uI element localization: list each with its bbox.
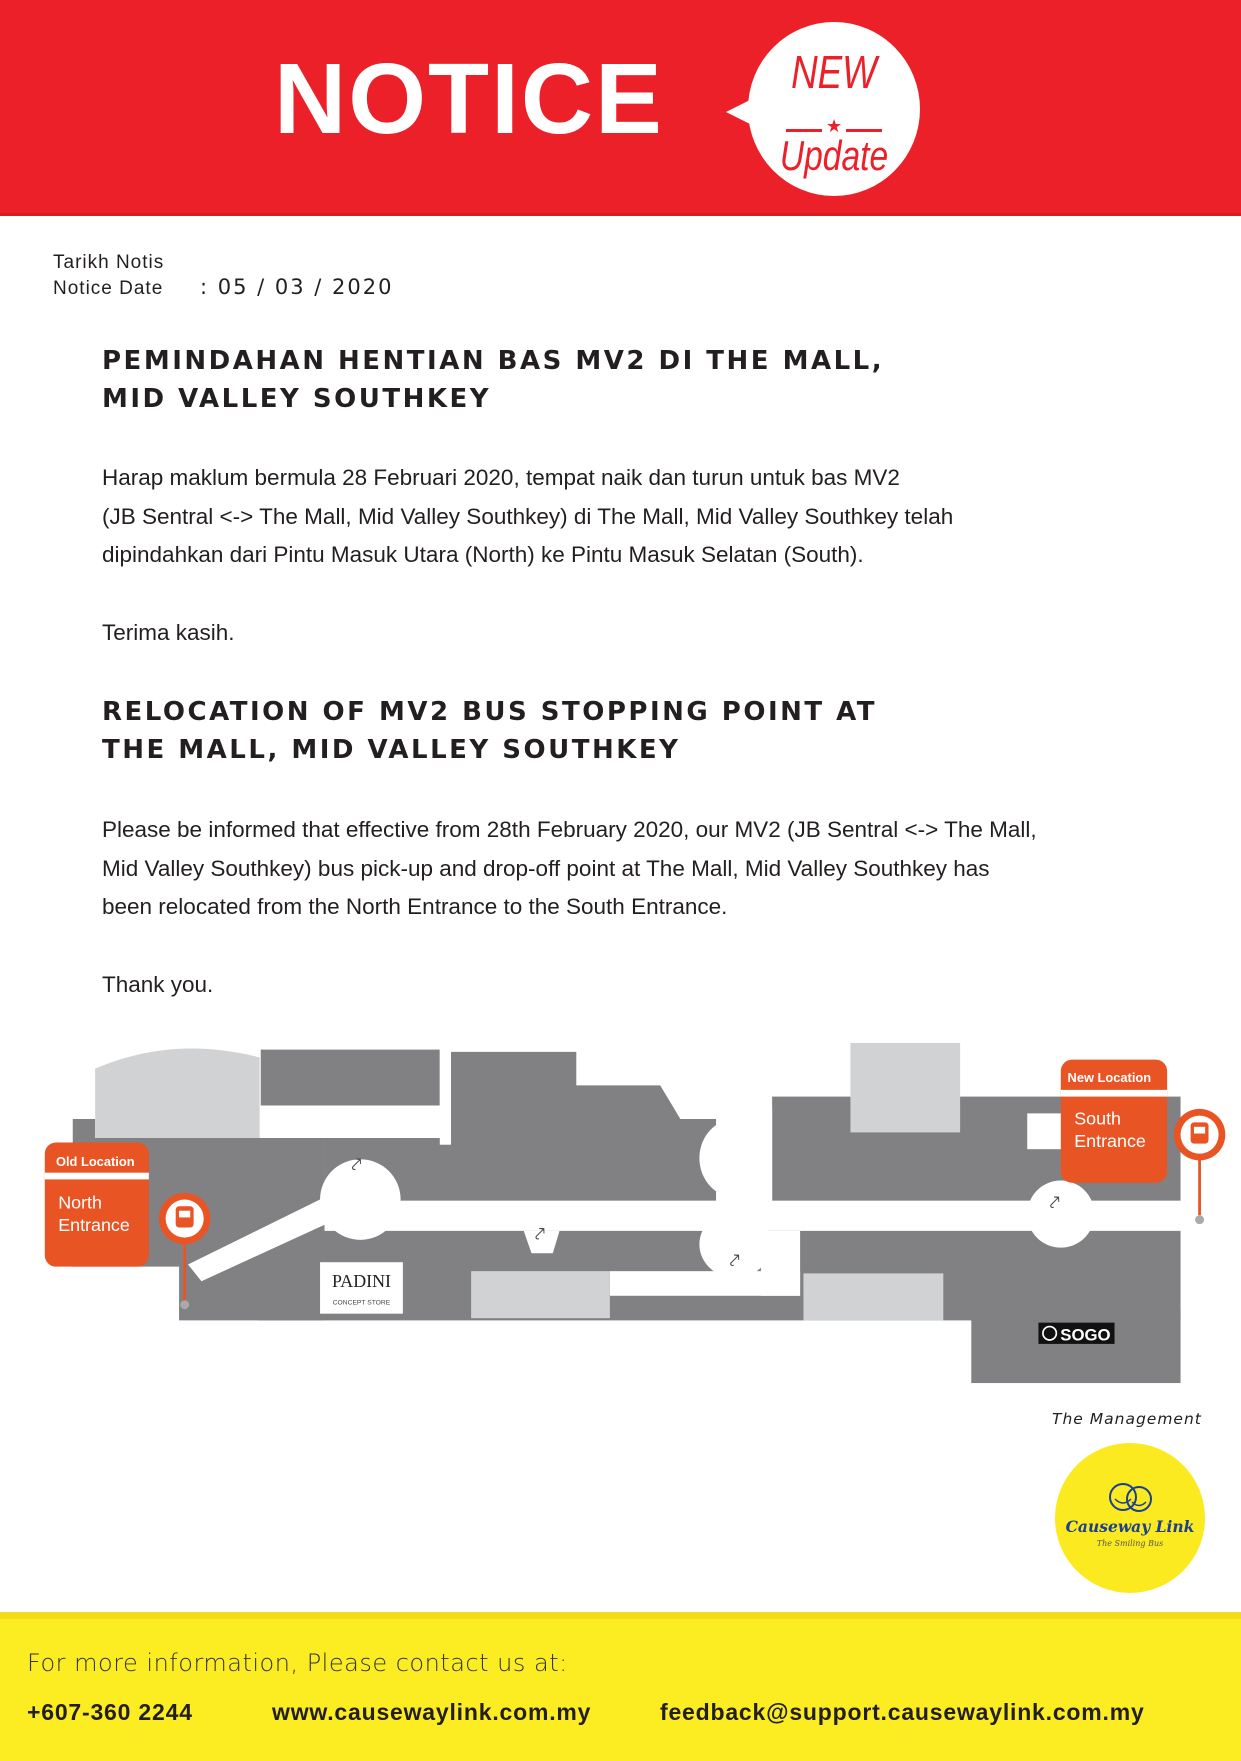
- padini-label: PADINI: [331, 1270, 391, 1291]
- new-location-line2: Entrance: [1074, 1130, 1146, 1151]
- phone-number[interactable]: +607-360 2244: [27, 1699, 193, 1725]
- heading-line: MID VALLEY SOUTHKEY: [102, 384, 492, 414]
- padini-store: [320, 1262, 403, 1313]
- body-line: been relocated from the North Entrance to the South Entrance.: [102, 894, 728, 919]
- contact-footer: [0, 1612, 1241, 1761]
- heading-line: PEMINDAHAN HENTIAN BAS MV2 DI THE MALL,: [102, 346, 885, 376]
- badge-update: Update: [779, 132, 889, 179]
- sogo-store: [1038, 1323, 1114, 1345]
- contact-lead: For more information, Please contact us at:: [27, 1649, 568, 1677]
- notice-date: : 05 / 03 / 2020: [200, 275, 394, 299]
- old-location-line1: North: [58, 1192, 102, 1213]
- heading-line: RELOCATION OF MV2 BUS STOPPING POINT AT: [102, 697, 878, 727]
- escalator-icon: ⤤: [729, 1250, 740, 1271]
- heading-line: THE MALL, MID VALLEY SOUTHKEY: [102, 735, 681, 765]
- badge-new: NEW: [791, 46, 877, 98]
- old-location-line2: Entrance: [58, 1214, 130, 1235]
- padini-sub: CONCEPT STORE: [332, 1299, 391, 1307]
- body-line: Harap maklum bermula 28 Februari 2020, tempat naik dan turun untuk bas MV2: [102, 465, 900, 490]
- bus-icon: [1191, 1122, 1209, 1143]
- logo-tagline: The Smiling Bus: [1096, 1539, 1164, 1548]
- star-icon: ★: [826, 116, 843, 136]
- sogo-label: SOGO: [1060, 1325, 1111, 1345]
- website-link[interactable]: www.causewaylink.com.my: [272, 1699, 592, 1725]
- causeway-link-logo: [1055, 1443, 1205, 1593]
- email-link[interactable]: feedback@support.causewaylink.com.my: [660, 1699, 1145, 1725]
- body-line: dipindahkan dari Pintu Masuk Utara (North) ke Pintu Masuk Selatan (South).: [102, 542, 864, 567]
- bus-icon: [176, 1206, 194, 1227]
- smiley-faces-icon: [1105, 1481, 1157, 1515]
- body-line: (JB Sentral <-> The Mall, Mid Valley Southkey) di The Mall, Mid Valley Southkey telah: [102, 503, 954, 529]
- date-label-en: Notice Date: [53, 278, 164, 299]
- escalator-icon: ⤤: [351, 1154, 362, 1175]
- old-location-tag: Old Location: [55, 1153, 135, 1169]
- body-line: Mid Valley Southkey) bus pick-up and drop-off point at The Mall, Mid Valley Southkey has: [102, 855, 990, 881]
- body-line: Please be informed that effective from 28th February 2020, our MV2 (JB Sentral <-> The Mall,: [102, 817, 1037, 842]
- escalator-icon: ⤤: [534, 1223, 545, 1244]
- notice-title: NOTICE: [274, 43, 664, 155]
- new-location-tag: New Location: [1067, 1070, 1152, 1086]
- english-closing: Thank you.: [102, 972, 214, 997]
- signoff: The Management: [1052, 1410, 1202, 1428]
- malay-closing: Terima kasih.: [102, 620, 235, 645]
- logo-name: Causeway Link: [1065, 1517, 1195, 1536]
- escalator-icon: ⤤: [1049, 1192, 1060, 1213]
- new-location-line1: South: [1074, 1108, 1122, 1129]
- date-label-ms: Tarikh Notis: [53, 252, 165, 273]
